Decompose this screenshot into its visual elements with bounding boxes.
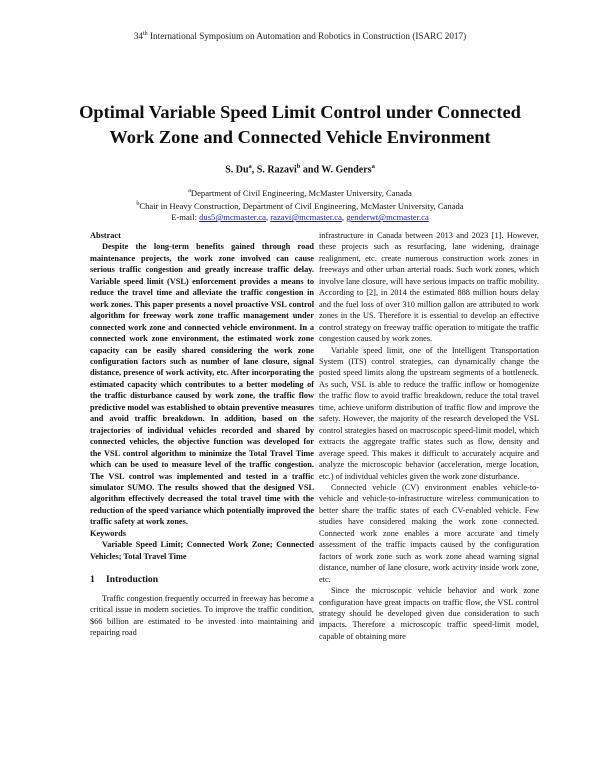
email-link-razavi[interactable]: razavi@mcmaster.ca	[270, 212, 342, 223]
affiliation-b-text: Chair in Heavy Construction, Department of Civil Engineering, McMaster University, Canada	[139, 200, 464, 211]
affiliation-b-mark: b	[136, 201, 140, 208]
author-1: S. Du	[225, 164, 249, 176]
abstract-text: Despite the long-term benefits gained through road maintenance projects, the work zone involved can cause serious traffic congestion and greatly increase traffic delay. Variable speed limit (VSL) enforcement provides a means to reduce the travel time and alleviate the traffic congestion in work zones. This paper presents a novel proactive VSL control algorithm for freeway work zone traffic management under connected work zone and connected vehicle environment. In a connected work zone environment, the estimated work zone capacity can be easily shared considering the work zone configuration factors such as number of lane closure, signal distance, presence of work activity, etc. After incorporating the estimated capacity which contributes to a better modeling of the traffic disturbance caused by work zone, the traffic flow predictive model was established to obtain preventive measures and avoid traffic breakdown. In addition, based on the trajectories of individual vehicles recorded and shared by connected vehicles, the objective function was developed for the VSL control algorithm to minimize the Total Travel Time which can be used to measure level of the traffic congestion. The VSL control was implemented and tested in a traffic simulator SUMO. The results showed that the designed VSL algorithm effectively decreased the total travel time with the reduction of the speed variance which potentially improved the traffic safety at work zones.	[90, 242, 314, 527]
author-3-affil: a	[371, 163, 375, 170]
author-list	[0, 163, 600, 175]
header-text: International Symposium on Automation and Robotics in Construction (ISARC 2017)	[147, 31, 467, 42]
left-column	[90, 230, 314, 638]
right-paragraph-4: Since the microscopic vehicle behavior and work zone configuration have great impacts on traffic flow, the VSL control strategy should be developed given due consideration to such impacts. Therefore a microscopic traffic speed-limit model, capable of obtaining more	[319, 586, 539, 641]
affiliations	[0, 186, 600, 223]
email-label: E-mail:	[171, 212, 200, 223]
section-number: 1	[90, 574, 95, 586]
conference-header	[0, 31, 600, 41]
intro-paragraph-1: Traffic congestion frequently occurred in freeway has become a critical issue in modern societies. To improve the traffic condition, $66 billion are estimated to be invested into maintaining and repairing road	[90, 593, 314, 637]
title-line-2: Work Zone and Connected Vehicle Environment	[109, 127, 491, 147]
email-sep-1: ,	[265, 212, 271, 223]
email-link-du[interactable]: dus5@mcmaster.ca	[199, 212, 266, 223]
section-title: Introduction	[106, 574, 159, 586]
author-3: and W. Genders	[300, 164, 372, 176]
right-column	[319, 230, 539, 642]
affiliation-a-text: Department of Civil Engineering, McMaster University, Canada	[190, 187, 412, 198]
right-paragraph-1: infrastructure in Canada between 2013 and 2023 [1]. However, these projects such as resurfacing, lane widening, drainage realignment, etc. create numerous construction work zones in freeways and other urban arterial roads. Such work zones, which involve lane closure, will have serious impacts on traffic mobility. According to [2], in 2014 the estimated 888 million hours delay and the fuel loss of over 310 million gallon are attributed to work zones in the US. Therefore it is essential to develop an effective control strategy on freeway traffic operation to mitigate the traffic congestion caused by work zones.	[319, 231, 539, 344]
email-sep-2: ,	[341, 212, 347, 223]
keywords-heading: Keywords	[90, 528, 126, 538]
affiliation-a-mark: a	[188, 188, 191, 194]
section-heading-introduction	[90, 574, 314, 585]
email-link-genders[interactable]: genderwt@mcmaster.ca	[346, 212, 429, 223]
affiliation-a	[0, 186, 600, 199]
abstract-heading: Abstract	[90, 231, 121, 240]
author-1-affil: a	[248, 163, 252, 170]
keywords-text: Variable Speed Limit; Connected Work Zone; Connected Vehicles; Total Travel Time	[90, 540, 314, 561]
email-line	[0, 212, 600, 223]
right-paragraph-3: Connected vehicle (CV) environment enables vehicle-to-vehicle and vehicle-to-infrastructure wireless communication to better share the traffic states of each CV-enabled vehicle. Few studies have considered making the work zone connected. Connected work zone enables a more accurate and timely assessment of the traffic impacts caused by the configuration factors of work zone such as work zone ahead warning signal distance, number of lane closure, work activity inside work zone, etc.	[319, 482, 539, 584]
title-line-1: Optimal Variable Speed Limit Control under Connected	[79, 102, 521, 122]
paper-title	[40, 100, 560, 150]
author-2-affil: b	[296, 163, 301, 170]
affiliation-b	[0, 199, 600, 212]
author-2: , S. Razavi	[251, 164, 297, 176]
right-paragraph-2: Variable speed limit, one of the Intelligent Transportation System (ITS) control strategies, can dynamically change the posted speed limits along the upstream segments of a bottleneck. As such, VSL is able to reduce the traffic inflow or homogenize the traffic flow to avoid traffic breakdown, reduce the total travel time, achieve uniform distribution of traffic flow and improve the safety. However, the majority of the research developed the VSL control strategies based on macroscopic speed-limit model, which extracts the aggregate traffic states such as flow, density and average speed. This makes it difficult to accurately acquire and analyze the microscopic behavior (acceleration, merge location, etc.) of individual vehicles given the work zone disturbance.	[319, 345, 539, 481]
header-ordinal: 34	[133, 31, 144, 42]
header-ordinal-suffix: th	[143, 31, 148, 37]
